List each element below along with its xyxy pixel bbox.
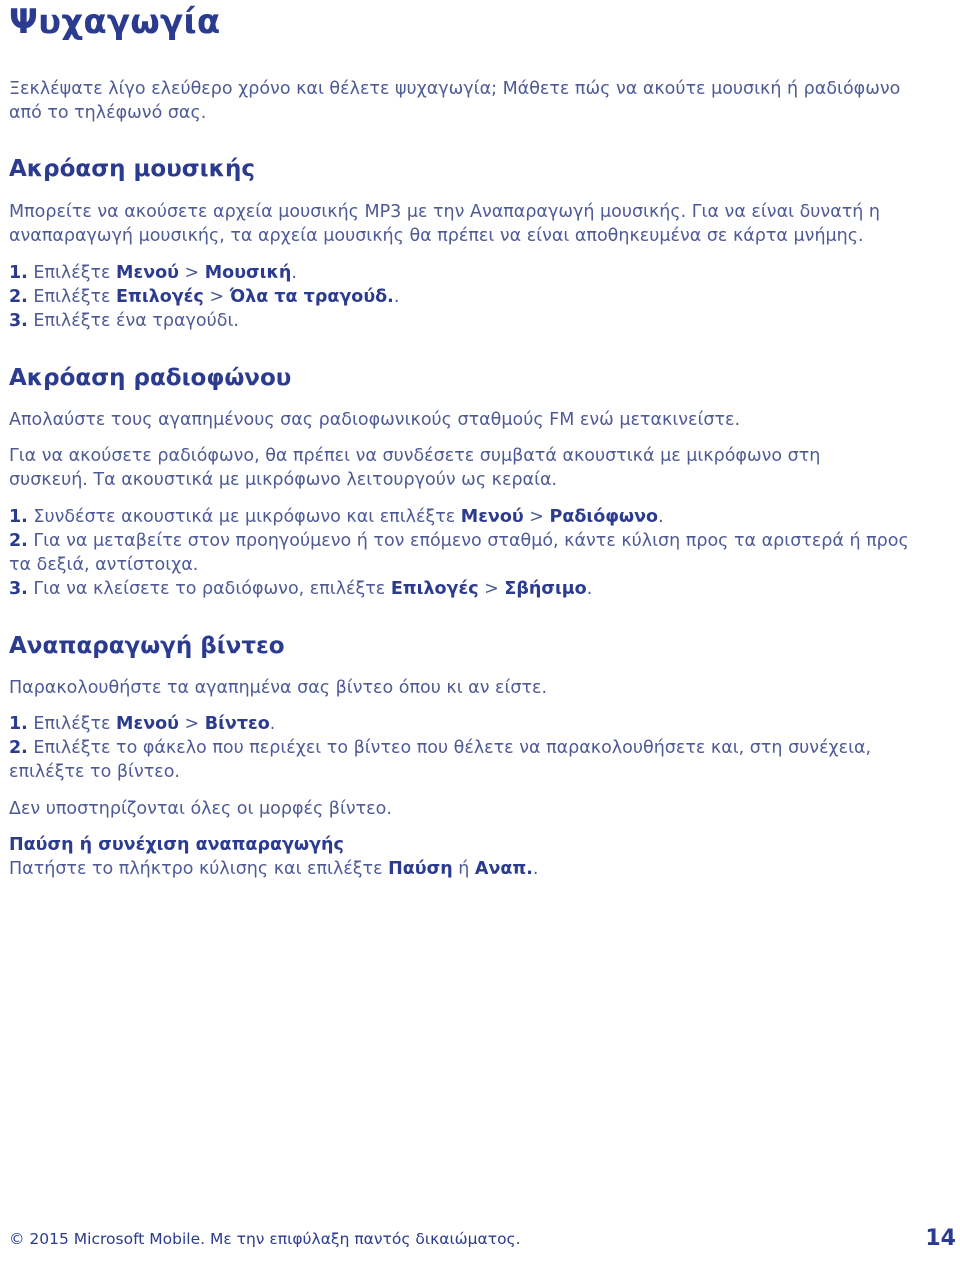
video-step-2: 2. Επιλέξτε το φάκελο που περιέχει το βίντεο που θέλετε να παρακολουθήσετε και, στη συνέχεια, [9, 738, 872, 758]
page-title: Ψυχαγωγία [9, 2, 221, 42]
intro-line: Ξεκλέψατε λίγο ελεύθερο χρόνο και θέλετε ψυχαγωγία; Μάθετε πώς να ακούτε μουσική ή ραδιόφωνο [9, 79, 901, 99]
menu-label: Μενού [116, 263, 179, 283]
page-number: 14 [925, 1226, 956, 1251]
video-step-1: 1. Επιλέξτε Μενού > Βίντεο. [9, 714, 276, 734]
radio-label: Ραδιόφωνο [549, 507, 659, 527]
video-description: Παρακολουθήστε τα αγαπημένα σας βίντεο όπου κι αν είστε. [9, 678, 548, 698]
all-songs-label: Όλα τα τραγούδ. [229, 287, 394, 307]
music-step-1: 1. Επιλέξτε Μενού > Μουσική. [9, 263, 297, 283]
menu-label: Μενού [460, 507, 524, 527]
switch-off-label: Σβήσιμο [504, 579, 587, 599]
radio-info-line: συσκευή. Τα ακουστικά με μικρόφωνο λειτουργούν ως κεραία. [9, 470, 558, 490]
radio-info [9, 444, 954, 492]
music-description [9, 200, 954, 248]
pause-heading: Παύση ή συνέχιση αναπαραγωγής [9, 835, 344, 855]
radio-step-2: 2. Για να μεταβείτε στον προηγούμενο ή τον επόμενο σταθμό, κάντε κύλιση προς τα αριστερά ή προς [9, 531, 909, 551]
radio-step-3: 3. Για να κλείσετε το ραδιόφωνο, επιλέξτε Επιλογές > Σβήσιμο. [9, 579, 593, 599]
music-heading: Ακρόαση μουσικής [9, 156, 255, 182]
music-desc-line: αναπαραγωγή μουσικής, τα αρχεία μουσικής θα πρέπει να είναι αποθηκευμένα σε κάρτα μνήμης. [9, 226, 864, 246]
options-label: Επιλογές [390, 579, 479, 599]
radio-step-1: 1. Συνδέστε ακουστικά με μικρόφωνο και επιλέξτε Μενού > Ραδιόφωνο. [9, 507, 664, 527]
video-steps [9, 712, 954, 784]
pause-label: Παύση [388, 859, 453, 879]
radio-steps [9, 505, 954, 601]
music-step-3: 3. Επιλέξτε ένα τραγούδι. [9, 311, 239, 331]
video-step-2-cont: επιλέξτε το βίντεο. [9, 762, 180, 782]
play-label: Αναπ. [474, 859, 533, 879]
radio-heading: Ακρόαση ραδιοφώνου [9, 365, 292, 391]
radio-info-line: Για να ακούσετε ραδιόφωνο, θα πρέπει να συνδέσετε συμβατά ακουστικά με μικρόφωνο στη [9, 446, 821, 466]
music-steps [9, 261, 954, 333]
radio-description: Απολαύστε τους αγαπημένους σας ραδιοφωνικούς σταθμούς FM ενώ μετακινείστε. [9, 410, 741, 430]
radio-step-2-cont: τα δεξιά, αντίστοιχα. [9, 555, 199, 575]
music-desc-line: Μπορείτε να ακούσετε αρχεία μουσικής MP3 με την Αναπαραγωγή μουσικής. Για να είναι δυνατή η [9, 202, 881, 222]
video-heading: Αναπαραγωγή βίντεο [9, 633, 285, 659]
intro-line: από το τηλέφωνό σας. [9, 103, 207, 123]
intro-paragraph [9, 77, 954, 125]
pause-section [9, 833, 954, 881]
music-step-2: 2. Επιλέξτε Επιλογές > Όλα τα τραγούδ.. [9, 287, 400, 307]
video-label: Βίντεο [204, 714, 270, 734]
copyright-footer: © 2015 Microsoft Mobile. Με την επιφύλαξη παντός δικαιώματος. [9, 1230, 521, 1248]
music-label: Μουσική [204, 263, 292, 283]
video-note: Δεν υποστηρίζονται όλες οι μορφές βίντεο. [9, 799, 392, 819]
pause-text: Πατήστε το πλήκτρο κύλισης και επιλέξτε Παύση ή Αναπ.. [9, 859, 539, 879]
menu-label: Μενού [116, 714, 179, 734]
options-label: Επιλογές [116, 287, 204, 307]
